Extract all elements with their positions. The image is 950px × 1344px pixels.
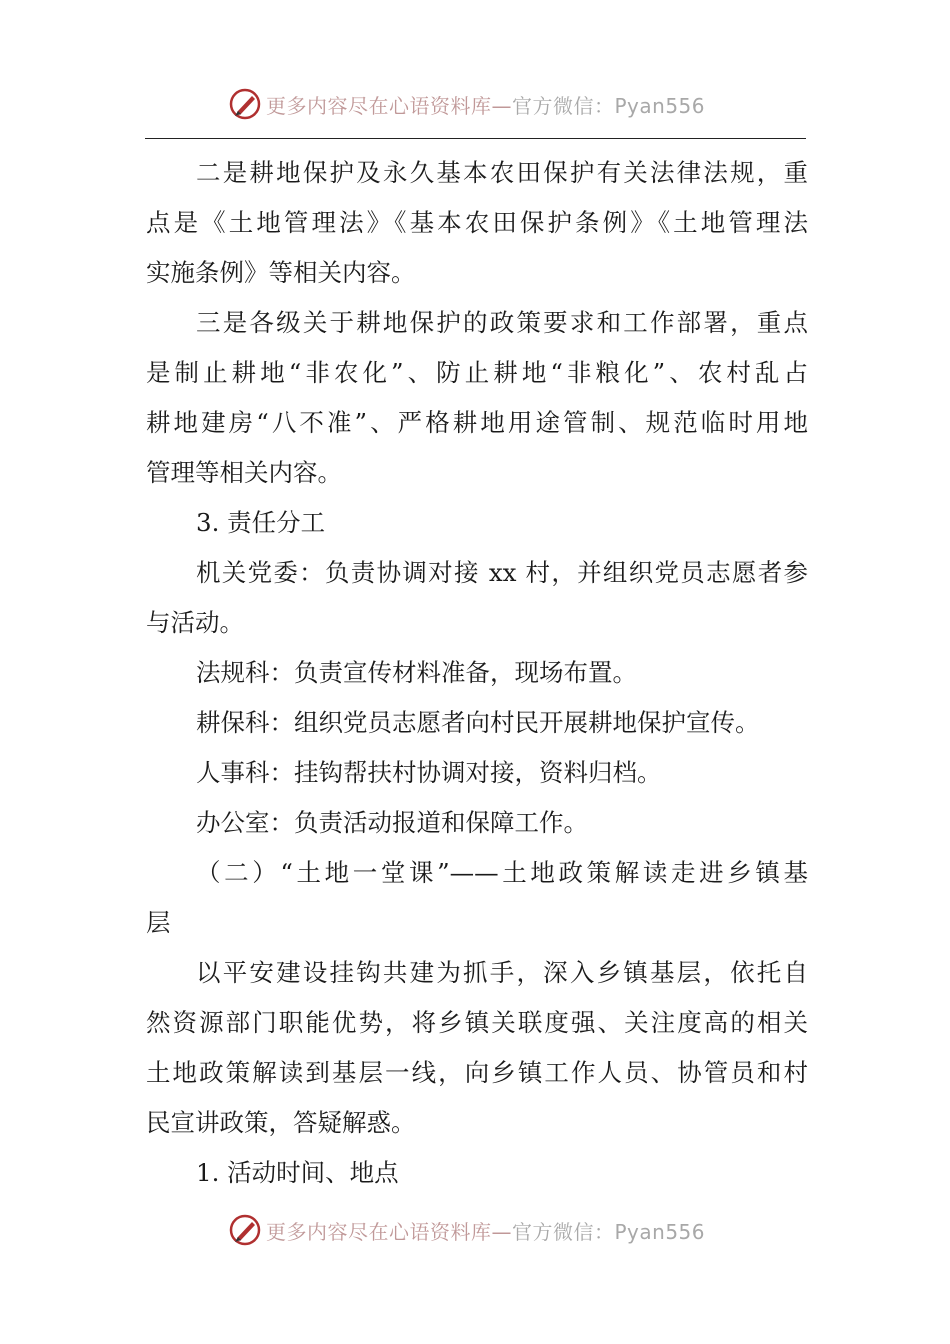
text-line: 耕保科：组织党员志愿者向村民开展耕地保护宣传。	[196, 708, 760, 737]
text-line: 是制止耕地“非农化”、防止耕地“非粮化”、农村乱占	[146, 358, 808, 387]
section-heading: 1. 活动时间、地点	[196, 1158, 399, 1187]
text-line: 点是《土地管理法》《基本农田保护条例》《土地管理法	[146, 208, 808, 237]
header-watermark-banner	[228, 86, 705, 122]
pen-seal-logo-icon	[228, 87, 262, 121]
text-line: 然资源部门职能优势，将乡镇关联度强、关注度高的相关	[146, 1008, 808, 1037]
text-line: 民宣讲政策，答疑解惑。	[146, 1108, 416, 1137]
text-line: 土地政策解读到基层一线，向乡镇工作人员、协管员和村	[146, 1058, 808, 1087]
footer-banner-text: 更多内容尽在心语资料库—官方微信：Pyan556	[266, 1219, 706, 1244]
text-line: 办公室：负责活动报道和保障工作。	[196, 808, 588, 837]
document-body	[146, 148, 808, 1198]
text-line: 与活动。	[146, 608, 244, 637]
text-line: 法规科：负责宣传材料准备，现场布置。	[196, 658, 637, 687]
text-line: 实施条例》等相关内容。	[146, 258, 416, 287]
text-line: 管理等相关内容。	[146, 458, 342, 487]
text-line: 三是各级关于耕地保护的政策要求和工作部署，重点	[196, 308, 808, 337]
text-line: 机关党委：负责协调对接 xx 村，并组织党员志愿者参	[196, 558, 808, 587]
text-line: 人事科：挂钩帮扶村协调对接，资料归档。	[196, 758, 662, 787]
text-line: 耕地建房“八不准”、严格耕地用途管制、规范临时用地	[146, 408, 808, 437]
header-divider	[145, 138, 806, 139]
section-heading: 层	[146, 908, 171, 937]
text-line: 二是耕地保护及永久基本农田保护有关法律法规，重	[196, 158, 808, 187]
pen-seal-logo-icon	[228, 1213, 262, 1247]
text-line: 以平安建设挂钩共建为抓手，深入乡镇基层，依托自	[196, 958, 808, 987]
footer-watermark-banner	[228, 1212, 705, 1248]
section-heading: 3. 责任分工	[196, 508, 326, 537]
section-heading: （二）“土地一堂课”——土地政策解读走进乡镇基	[196, 858, 808, 887]
header-banner-text: 更多内容尽在心语资料库—官方微信：Pyan556	[266, 93, 706, 118]
